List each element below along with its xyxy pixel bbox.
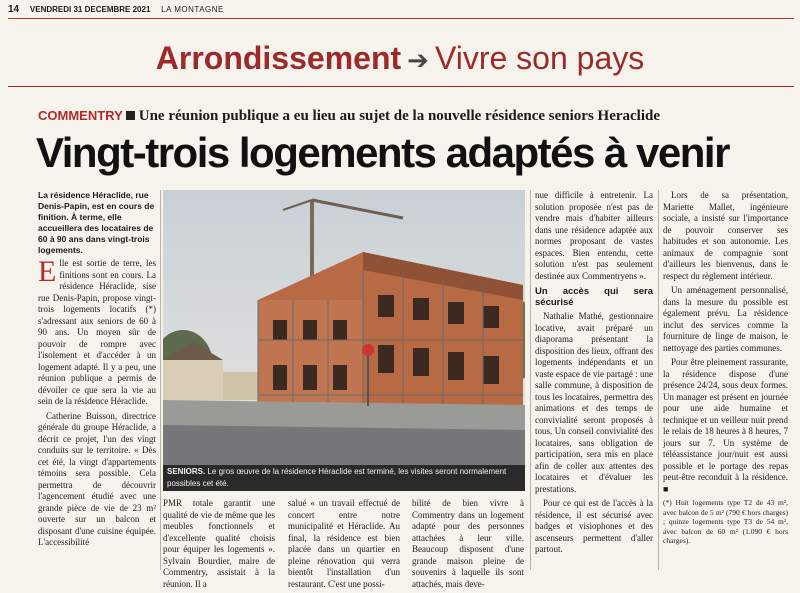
building-photo — [163, 190, 525, 465]
kicker-town: COMMENTRY — [38, 108, 123, 123]
col4-paragraph-2: Nathalie Mathé, gestionnaire locative, avait préparé un diaporama présentant la disposition des lieux, offrant des logements indépendants et un vaste espace de vie partagé : une salle commune, à disposition de tous les locataires, permettra des animations et des temps de convivialité seront proposés à tous. Un conseil convivialité des locataires, sans obligation de participation, sera mis en place afin de coller aux attentes des locataires et d'évaluer les prestations. — [535, 311, 653, 494]
arrow-icon: ➔ — [407, 45, 429, 75]
col5-paragraph-2: Un aménagement personnalisé, dans la mesure du possible est également prévu. La résidence inclut des services comme la fourniture de linge de maison, le nettoyage des parties communes. — [663, 285, 788, 353]
col3b-paragraph: bilité de bien vivre à Commentry dans un logement adapté pour des personnes attachées à leur ville. Beaucoup disposent d'une grande maison pleine de souvenirs à laquelle ils sont attachés, mais deve- — [412, 498, 524, 589]
headline: Vingt-trois logements adaptés à venir — [36, 129, 729, 176]
col4-paragraph-1: nue difficile à entretenir. La solution proposée n'est pas de vendre mais d'habiter ailleurs dans une résidence adaptée aux normes proposant de vastes espaces. Bien entendu, cette solution n'est pas seulement destinée aux Commentryens ». — [535, 190, 653, 281]
page-number: 14 — [8, 4, 20, 15]
article-column-4 — [535, 190, 653, 559]
article-lead: La résidence Héraclide, rue Denis-Papin, est en cours de finition. À terme, elle accueillera des locataires de 60 à 90 ans dans vingt-trois logements. — [38, 190, 155, 255]
article-column-1 — [38, 255, 156, 552]
issue-date: VENDREDI 31 DECEMBRE 2021 — [29, 5, 151, 14]
article-column-3b — [412, 498, 524, 593]
col5-paragraph-3: Pour être pleinement rassurante, la résidence dispose d'une présence 24/24, sous deux formes. Un manager est présent en journée pour une aide humaine et technique et un veilleur nuit prend le relais de 18 heures à 8 heures, 7 jours sur 7. Un système de téléassistance jour/nuit est aussi possible et le portage des repas peut-être reconduit à la résidence. ■ — [663, 357, 788, 494]
drop-cap: E — [38, 255, 57, 288]
subheading: Un accès qui sera sécurisé — [535, 286, 653, 308]
construction-site-image — [163, 190, 525, 465]
article-column-5 — [663, 190, 788, 546]
section-header — [0, 38, 800, 80]
column-divider — [530, 190, 531, 570]
col5-paragraph-1: Lors de sa présentation, Mariette Mallet, ingénieure sociale, a insisté sur l'importance de pouvoir conserver ses habitudes et son autonomie. Les animaux de compagnie sont d'ailleurs les bienvenus, dans le respect du règlement intérieur. — [663, 190, 788, 281]
caption-label: SENIORS. — [167, 467, 206, 476]
masthead — [8, 4, 794, 19]
col4-paragraph-3: Pour ce qui est de l'accès à la résidence, il est sécurisé avec badges et visiophones et des ascenseurs permettent d'aller partout. — [535, 498, 653, 554]
column-divider — [658, 190, 659, 570]
section-subtitle: Vivre son pays — [434, 40, 645, 76]
section-rule — [8, 86, 794, 87]
newspaper-name: LA MONTAGNE — [161, 5, 224, 14]
col1-paragraph-2: Catherine Buisson, directrice générale du groupe Héraclide, a décrit ce projet, l'un des vingt conduits sur le territoire. « Dès cet été, la vingt d'appartements témoins sera possible. Cela permettra de découvrir l'agencement étudié avec une grande pièce de vie de 23 m² ouverte sur un balcon et disposant d'une cuisine équipée. L'accessibilité — [38, 410, 156, 547]
square-bullet-icon — [126, 111, 135, 120]
col1-paragraph-1: lle est sortie de terre, les finitions sont en cours. La résidence Héraclide, sise rue Denis-Papin, propose vingt-trois logements locatifs (*) s'adressant aux seniors de 60 à 90 ans. Un moyen sûr de pouvoir de rompre avec l'isolement et d'accéder à un logement adapté. Il y a peu, une réunion publique a permis de dévoiler ce que sera la vie au sein de la résidence Héraclide. — [38, 258, 156, 406]
kicker-text: Une réunion publique a eu lieu au sujet de la nouvelle résidence seniors Heraclide — [138, 108, 661, 124]
article-column-3 — [288, 498, 400, 593]
col3-paragraph: salué « un travail effectué de concert entre notre municipalité et Héraclide. Au final, la résidence est bien placée dans un quartier en pleine rénovation qui verra bientôt l'installation d'un restaurant. C'est une possi- — [288, 498, 400, 589]
footnote: (*) Huit logements type T2 de 43 m², avec balcon de 5 m² (790 € hors charges) ; quinze logements type T3 de 54 m², avec balcon de 60 m² (1.090 € hors charges). — [663, 498, 788, 545]
kicker — [38, 108, 660, 125]
photo-caption — [163, 465, 525, 491]
col2-paragraph: PMR totale garantit une qualité de vie de même que les meubles fonctionnels et d'excellente qualité choisis pour équiper les logements ». Sylvain Bourdier, maire de Commentry, assistait à la réunion. Il a — [163, 498, 275, 589]
section-title: Arrondissement — [155, 40, 402, 76]
caption-text: Le gros œuvre de la résidence Héraclide est terminé, les visites seront normalement possibles cet été. — [167, 467, 507, 488]
article-column-2 — [163, 498, 275, 593]
column-divider — [160, 190, 161, 570]
